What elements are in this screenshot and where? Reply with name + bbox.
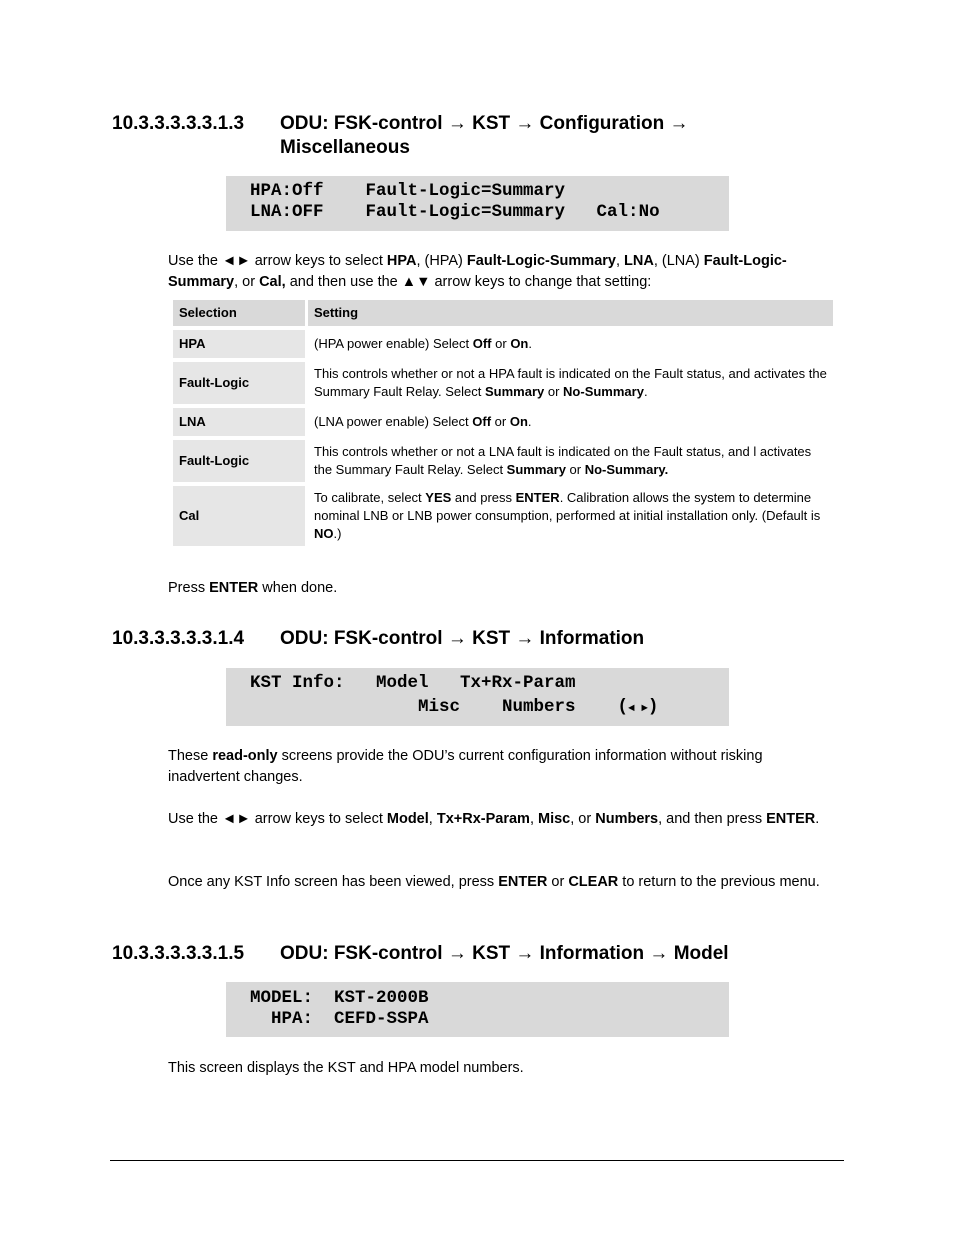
- bold-text: HPA: [386, 253, 417, 269]
- bold-text: Cal,: [259, 274, 286, 290]
- bold-text: LNA: [624, 253, 654, 269]
- section-title: ODU: FSK-control → KST → Information → Model: [280, 943, 729, 964]
- text: , or: [234, 274, 260, 290]
- lcd-line-2: LNA:OFF Fault-Logic=Summary Cal:No: [250, 202, 660, 222]
- section-number: 10.3.3.3.3.3.1.4: [112, 628, 245, 649]
- section-title-line1: ODU: FSK-control → KST → Configuration →: [280, 113, 689, 134]
- lcd-line-2: Misc Numbers (◄ ►): [250, 697, 659, 717]
- lcd-display-model: [226, 982, 729, 1037]
- arrow-left-right-icon: ◄ ►: [628, 703, 648, 715]
- text: and then use the ▲▼ arrow keys to change that setting:: [285, 274, 652, 290]
- section-title-line2: Miscellaneous: [280, 137, 410, 158]
- row-selection: HPA: [173, 330, 305, 358]
- row-setting: To calibrate, select YES and press ENTER. Calibration allows the system to determine nominal LNB or LNB power consumption, performed at initial installation only. (Default is NO.): [308, 486, 833, 546]
- bold-text: Fault-Logic-Summary: [466, 253, 616, 269]
- row-selection: LNA: [173, 408, 305, 436]
- lcd-line-1: HPA:Off Fault-Logic=Summary: [250, 181, 566, 201]
- return-paragraph: Once any KST Info screen has been viewed, press ENTER or CLEAR to return to the previous menu.: [168, 874, 820, 890]
- text: Use the ◄► arrow keys to select: [168, 253, 387, 269]
- footer-divider: [110, 1160, 844, 1161]
- lcd-display-info: [226, 668, 729, 726]
- table-row: [173, 408, 833, 436]
- lcd-line-1: MODEL: KST-2000B: [250, 988, 429, 1008]
- row-selection: Cal: [173, 486, 305, 546]
- section-number: 10.3.3.3.3.3.1.5: [112, 943, 245, 964]
- table-row: [173, 440, 833, 482]
- lcd-line-2: HPA: CEFD-SSPA: [250, 1009, 429, 1029]
- settings-table: [170, 296, 836, 550]
- text: , (HPA): [416, 253, 467, 269]
- table-row: [173, 362, 833, 404]
- row-setting: This controls whether or not a HPA fault is indicated on the Fault status, and activates the Summary Fault Relay. Select Summary or No-Summary.: [308, 362, 833, 404]
- done-paragraph: Press ENTER when done.: [168, 580, 338, 596]
- row-setting: (HPA power enable) Select Off or On.: [308, 330, 833, 358]
- bold-text: Fault-Logic-Summary: [168, 253, 787, 290]
- header-selection: Selection: [173, 300, 305, 326]
- lcd-display-misc: [226, 176, 729, 231]
- header-setting: Setting: [308, 300, 833, 326]
- intro-paragraph: [168, 251, 833, 293]
- section-title: ODU: FSK-control → KST → Information: [280, 628, 645, 649]
- row-setting: This controls whether or not a LNA fault is indicated on the Fault status, and l activates the Summary Fault Relay. Select Summary or No-Summary.: [308, 440, 833, 482]
- table-row: [173, 486, 833, 546]
- row-selection: Fault-Logic: [173, 440, 305, 482]
- select-paragraph: Use the ◄► arrow keys to select Model, Tx+Rx-Param, Misc, or Numbers, and then press ENTER.: [168, 811, 820, 827]
- row-setting: (LNA power enable) Select Off or On.: [308, 408, 833, 436]
- section-number: 10.3.3.3.3.3.1.3: [112, 113, 245, 134]
- lcd-line-1: KST Info: Model Tx+Rx-Param: [250, 673, 576, 693]
- table-row: [173, 330, 833, 358]
- model-paragraph: This screen displays the KST and HPA model numbers.: [168, 1060, 524, 1076]
- text: , (LNA): [653, 253, 704, 269]
- readonly-paragraph: These read-only screens provide the ODU’s current configuration information without risking inadvertent changes.: [168, 748, 763, 785]
- section-title: [280, 112, 800, 160]
- row-selection: Fault-Logic: [173, 362, 305, 404]
- table-header-row: [173, 300, 833, 326]
- text: ,: [615, 253, 625, 269]
